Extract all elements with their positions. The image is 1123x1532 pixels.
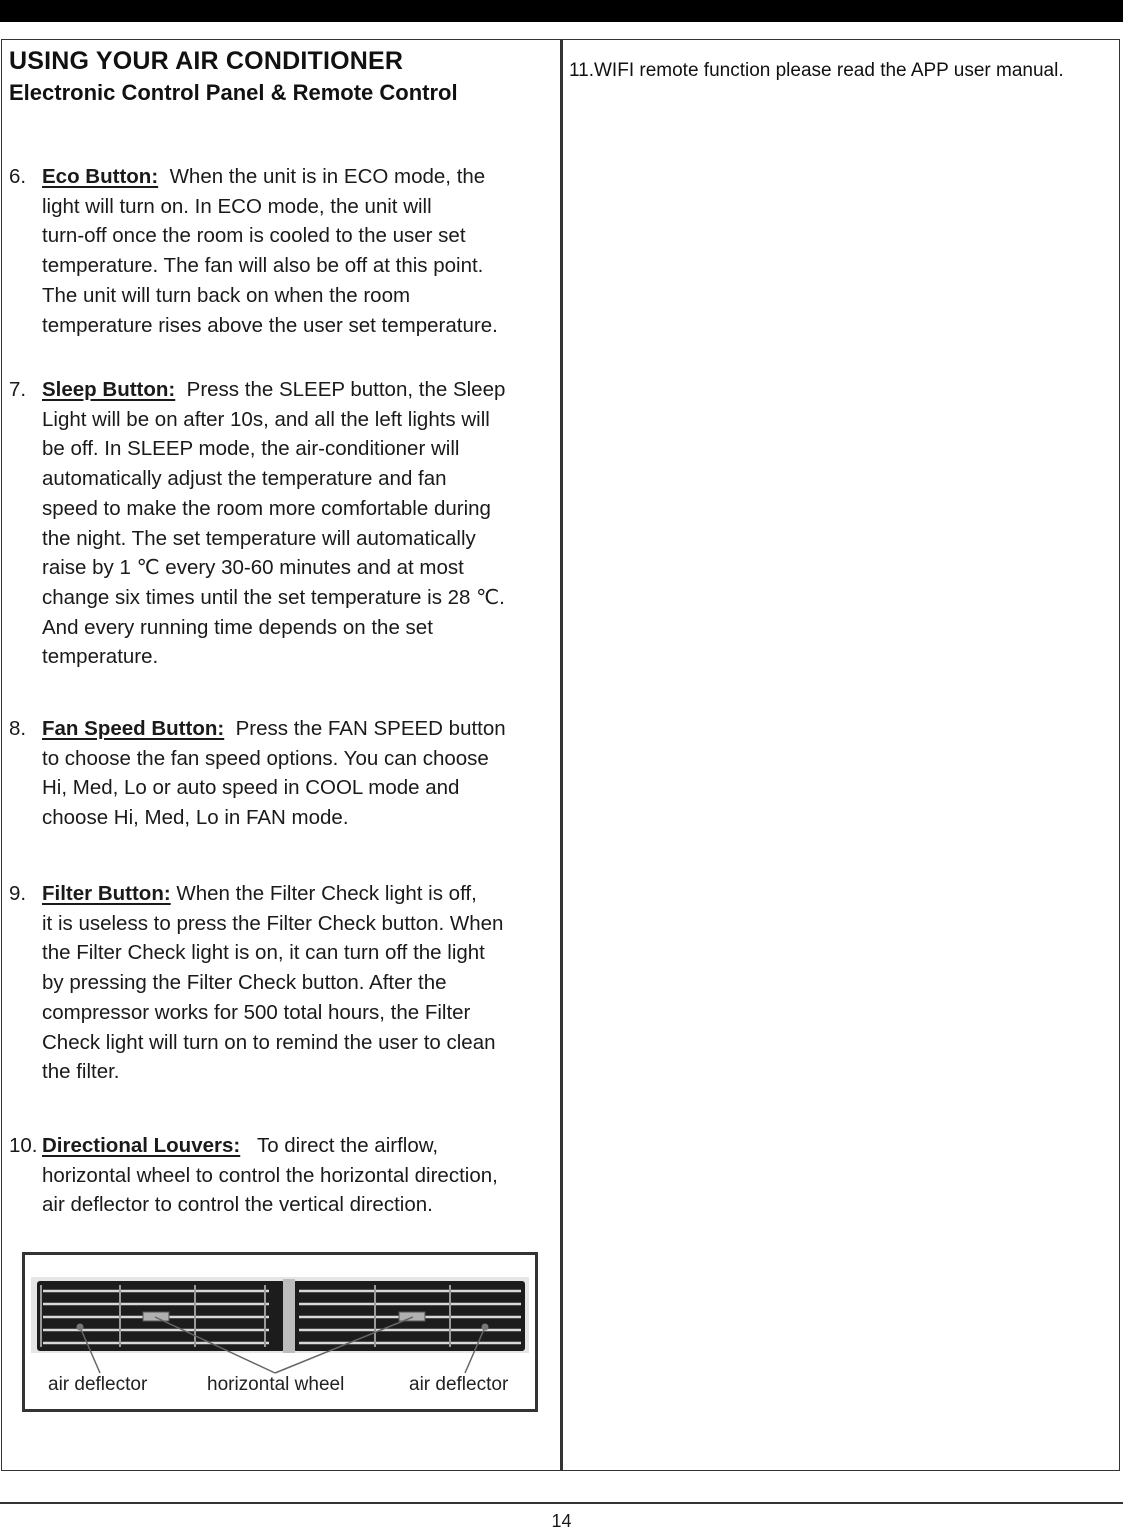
item-line: horizontal wheel to control the horizontal direction, bbox=[42, 1163, 498, 1187]
item-number: 7. bbox=[9, 378, 27, 401]
item-label: Eco Button: bbox=[42, 165, 159, 188]
item-line: temperature. The fan will also be off at this point. bbox=[42, 254, 484, 278]
item-line: choose Hi, Med, Lo in FAN mode. bbox=[42, 806, 349, 830]
item-line: When the unit is in ECO mode, the bbox=[169, 165, 486, 188]
item-line: Press the FAN SPEED button bbox=[235, 717, 506, 740]
item-line: it is useless to press the Filter Check button. When bbox=[42, 911, 504, 935]
item-fan-speed-button bbox=[9, 714, 561, 833]
item-filter-button bbox=[9, 879, 561, 1087]
item-label: Fan Speed Button: bbox=[42, 717, 225, 740]
item-line: air deflector to control the vertical direction. bbox=[42, 1193, 433, 1217]
item-line: raise by 1 ℃ every 30-60 minutes and at most bbox=[42, 556, 464, 580]
caption-air-deflector-left: air deflector bbox=[48, 1374, 148, 1395]
item-line: When the Filter Check light is off, bbox=[176, 882, 477, 905]
item-directional-louvers bbox=[9, 1131, 561, 1220]
item-number: 6. bbox=[9, 165, 27, 188]
item-number: 9. bbox=[9, 882, 27, 905]
item-line: And every running time depends on the set bbox=[42, 615, 433, 639]
footer-rule bbox=[0, 1502, 1123, 1504]
page-title: USING YOUR AIR CONDITIONER bbox=[9, 47, 404, 75]
item-number: 8. bbox=[9, 717, 27, 740]
item-line: light will turn on. In ECO mode, the unit will bbox=[42, 194, 432, 218]
item-line: the Filter Check light is on, it can turn off the light bbox=[42, 941, 485, 965]
item-label: Sleep Button: bbox=[42, 378, 176, 401]
item-line: Check light will turn on to remind the user to clean bbox=[42, 1030, 496, 1054]
item-line: to choose the fan speed options. You can choose bbox=[42, 746, 489, 770]
caption-air-deflector-right: air deflector bbox=[409, 1374, 509, 1395]
item-line: To direct the airflow, bbox=[256, 1134, 439, 1157]
item-line: compressor works for 500 total hours, the Filter bbox=[42, 1000, 471, 1024]
item-line: temperature. bbox=[42, 645, 159, 669]
item-line: the filter. bbox=[42, 1060, 120, 1084]
item-sleep-button bbox=[9, 375, 561, 672]
top-black-bar bbox=[0, 0, 1123, 22]
item-line: speed to make the room more comfortable during bbox=[42, 496, 491, 520]
item-number: 10. bbox=[9, 1134, 38, 1157]
item-line: change six times until the set temperature is 28 ℃. bbox=[42, 585, 505, 609]
item-line: Press the SLEEP button, the Sleep bbox=[186, 378, 506, 401]
item-line: by pressing the Filter Check button. After the bbox=[42, 971, 447, 995]
item-line: be off. In SLEEP mode, the air-conditioner will bbox=[42, 437, 460, 461]
item-line: Light will be on after 10s, and all the left lights will bbox=[42, 407, 490, 431]
item-line: Hi, Med, Lo or auto speed in COOL mode and bbox=[42, 776, 460, 800]
item-line: The unit will turn back on when the room bbox=[42, 283, 411, 307]
wifi-note: 11.WIFI remote function please read the APP user manual. bbox=[569, 60, 1064, 81]
item-line: the night. The set temperature will automatically bbox=[42, 526, 476, 550]
item-eco-button bbox=[9, 162, 561, 340]
item-label: Filter Button: bbox=[42, 882, 171, 905]
item-line: temperature rises above the user set temperature. bbox=[42, 313, 498, 337]
page-subtitle: Electronic Control Panel & Remote Control bbox=[9, 80, 458, 105]
item-line: turn-off once the room is cooled to the user set bbox=[42, 224, 466, 248]
page-number: 14 bbox=[551, 1511, 572, 1531]
item-line: automatically adjust the temperature and fan bbox=[42, 467, 447, 491]
caption-horizontal-wheel: horizontal wheel bbox=[207, 1374, 345, 1395]
item-label: Directional Louvers: bbox=[42, 1134, 241, 1157]
